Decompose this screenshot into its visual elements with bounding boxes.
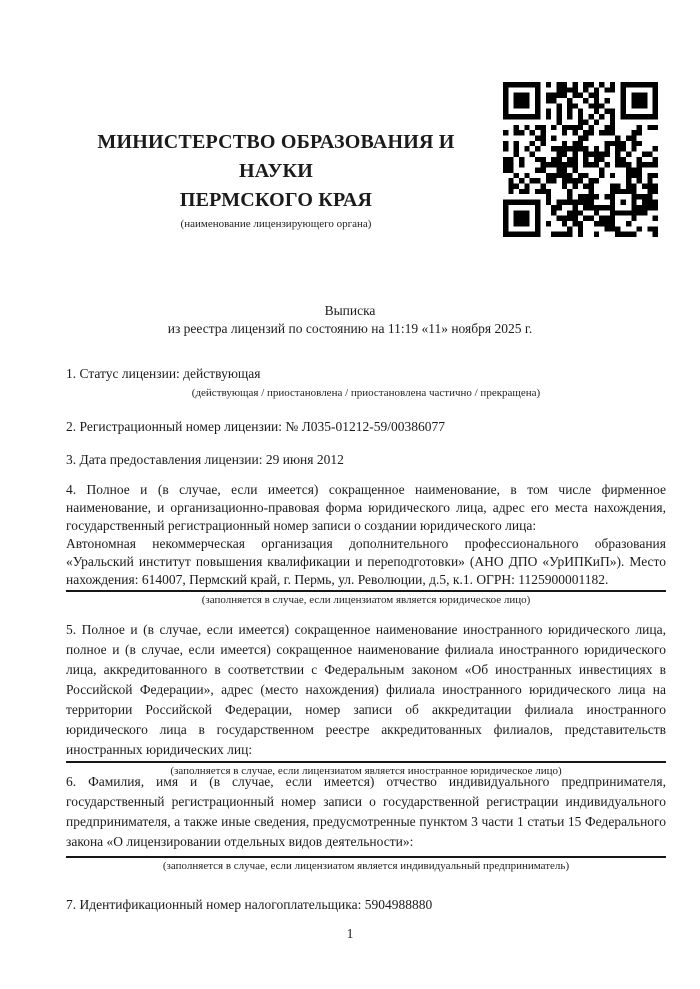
foreign-entity-caption: (заполняется в случае, если лицензиатом является иностранное юридическое лицо) bbox=[170, 765, 562, 777]
qr-code bbox=[503, 82, 658, 237]
page-number: 1 bbox=[346, 926, 354, 941]
extract-title: Выписка bbox=[324, 303, 376, 318]
licensing-authority-caption: (наименование лицензирующего органа) bbox=[180, 218, 372, 230]
field-foreign-entity bbox=[66, 620, 666, 778]
ministry-name-line1: МИНИСТЕРСТВО ОБРАЗОВАНИЯ И НАУКИ bbox=[97, 131, 455, 182]
ministry-header bbox=[66, 128, 486, 231]
ministry-name-line2: ПЕРМСКОГО КРАЯ bbox=[179, 189, 373, 211]
registration-number-text: 2. Регистрационный номер лицензии: № Л035-01212-59/00386077 bbox=[66, 419, 446, 434]
field-license-status bbox=[66, 364, 666, 400]
entrepreneur-caption: (заполняется в случае, если лицензиатом является индивидуальный предприниматель) bbox=[162, 860, 570, 872]
license-status-options-caption: (действующая / приостановлена / приостановлена частично / прекращена) bbox=[191, 387, 541, 399]
field-entrepreneur bbox=[66, 772, 666, 873]
entrepreneur-rule bbox=[66, 856, 666, 858]
legal-entity-prompt: 4. Полное и (в случае, если имеется) сокращенное наименование, в том числе фирменное наименование, и организационно-правовая форма юридического лица, адрес его места нахождения, государственный регистрационный номер записи о создании юридического лица: bbox=[66, 482, 666, 533]
field-license-date bbox=[66, 450, 666, 470]
foreign-entity-rule bbox=[66, 761, 666, 763]
field-inn bbox=[66, 895, 666, 915]
inn-text: 7. Идентификационный номер налогоплательщика: 5904988880 bbox=[66, 897, 433, 912]
legal-entity-rule bbox=[66, 590, 666, 592]
legal-entity-caption: (заполняется в случае, если лицензиатом является юридическое лицо) bbox=[201, 594, 531, 606]
field-registration-number bbox=[66, 417, 666, 437]
field-legal-entity bbox=[66, 481, 666, 607]
extract-date-line: из реестра лицензий по состоянию на 11:19 «11» ноября 2025 г. bbox=[167, 320, 533, 336]
license-date-text: 3. Дата предоставления лицензии: 29 июня 2012 bbox=[66, 452, 344, 467]
entrepreneur-prompt: 6. Фамилия, имя и (в случае, если имеется) отчество индивидуального предпринимателя, государственный регистрационный номер записи о государственной регистрации индивидуального предпринимателя, а также иные сведения, предусмотренные пунктом 3 части 1 статьи 15 Федерального закона «О лицензировании отдельных видов деятельности»: bbox=[66, 774, 666, 849]
foreign-entity-prompt: 5. Полное и (в случае, если имеется) сокращенное наименование иностранного юридического лица, полное и (в случае, если имеется) сокращенное наименование филиала иностранного юридического лица, аккредитованного в соответствии с Федеральным законом «Об иностранных инвестициях в Российской Федерации», адрес (место нахождения) филиала иностранного юридического лица на территории Российской Федерации, номер записи об аккредитации филиала иностранного юридического лица в государственном реестре аккредитованных филиалов, представительств иностранных юридических лиц: bbox=[66, 622, 666, 757]
license-status-value: 1. Статус лицензии: действующая bbox=[66, 366, 261, 381]
legal-entity-value: Автономная некоммерческая организация дополнительного профессионального образования «Уральский институт повышения квалификации и переподготовки» (АНО ДПО «УрИПКиП»). Место нахождения: 614007, Пермский край, г. Пермь, ул. Революции, д.5, к.1. ОГРН: 1125900001182. bbox=[66, 536, 666, 587]
document-title bbox=[0, 302, 700, 337]
